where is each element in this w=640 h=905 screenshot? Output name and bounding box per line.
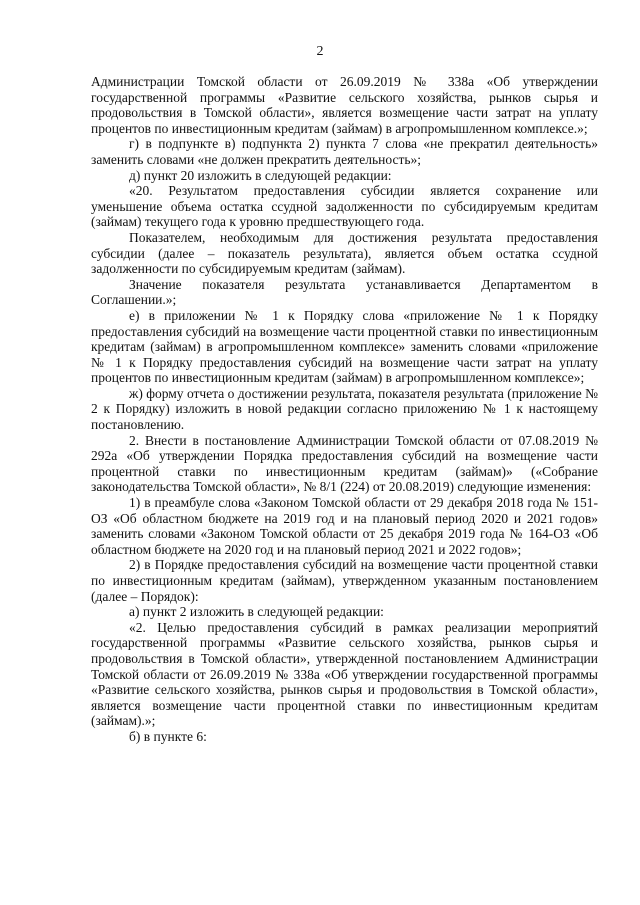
paragraph-clause-20: «20. Результатом предоставления субсидии является сохранение или уменьшение объема остатка ссудной задолженности по субсидируемым кредитам (займам) текущего года к уровню предшествующего года. [91, 183, 598, 230]
paragraph-indicator: Показателем, необходимым для достижения результата предоставления субсидии (далее – показатель результата), является объем остатка ссудной задолженности по субсидируемым кредитам (займам). [91, 229, 598, 277]
paragraph-item-zh: ж) форму отчета о достижении результата, показателя результата (приложение № 2 к Порядку) изложить в новой редакции согласно приложению № 1 к настоящему постановлению. [91, 385, 598, 433]
paragraph-item-e: е) в приложении № 1 к Порядку слова «приложение № 1 к Порядку предоставления субсидий на возмещение части процентной ставки по инвестиционным кредитам (займам) в агропромышленном комплексе» заменить словами «приложение № 1 к Порядку предоставления субсидий на возмещение части затрат на уплату процентов по инвестиционным кредитам (займам) в агропромышленном комплексе»; [91, 307, 598, 386]
paragraph-item-b: б) в пункте 6: [129, 728, 207, 744]
paragraph-section-2: 2. Внести в постановление Администрации Томской области от 07.08.2019 № 292а «Об утверждении Порядка предоставления субсидий на возмещение части процентной ставки по инвестиционным кредитам (займам)» («Собрание законодательства Томской области», № 8/1 (224) от 20.08.2019) следующие изменения: [91, 432, 598, 495]
paragraph-item-a: а) пункт 2 изложить в следующей редакции: [129, 604, 384, 620]
paragraph-item-d: д) пункт 20 изложить в следующей редакции: [129, 167, 392, 183]
paragraph-item-g: г) в подпункте в) подпункта 2) пункта 7 слова «не прекратил деятельность» заменить словами «не должен прекратить деятельность»; [91, 136, 598, 167]
document-body [91, 74, 598, 745]
paragraph-item-2: 2) в Порядке предоставления субсидий на возмещение части процентной ставки по инвестиционным кредитам (займам), утвержденном указанным постановлением (далее – Порядок): [91, 557, 598, 604]
paragraph-item-1: 1) в преамбуле слова «Законом Томской области от 29 декабря 2018 года № 151-ОЗ «Об областном бюджете на 2019 год и на плановый период 2020 и 2021 годов» заменить словами «Законом Томской области от 25 декабря 2019 года № 164-ОЗ «Об областном бюджете на 2020 год и на плановый период 2021 и 2022 годов»; [91, 495, 598, 557]
paragraph-indicator-value: Значение показателя результата устанавливается Департаментом в Соглашении.»; [91, 276, 598, 308]
page-number: 2 [316, 44, 324, 59]
paragraph-continuation: Администрации Томской области от 26.09.2019 № 338а «Об утверждении государственной программы «Развитие сельского хозяйства, рынков сырья и продовольствия в Томской области», является возмещение части затрат на уплату процентов по инвестиционным кредитам (займам) в агропромышленном комплексе.»; [91, 74, 598, 136]
paragraph-clause-2: «2. Целью предоставления субсидий в рамках реализации мероприятий государственной программы «Развитие сельского хозяйства, рынков сырья и продовольствия в Томской области», утвержденной постановлением Администрации Томской области от 26.09.2019 № 338а «Об утверждении государственной программы «Развитие сельского хозяйства, рынков сырья и продовольствия в Томской области», является возмещение части процентной ставки по инвестиционным кредитам (займам).»; [91, 619, 598, 729]
